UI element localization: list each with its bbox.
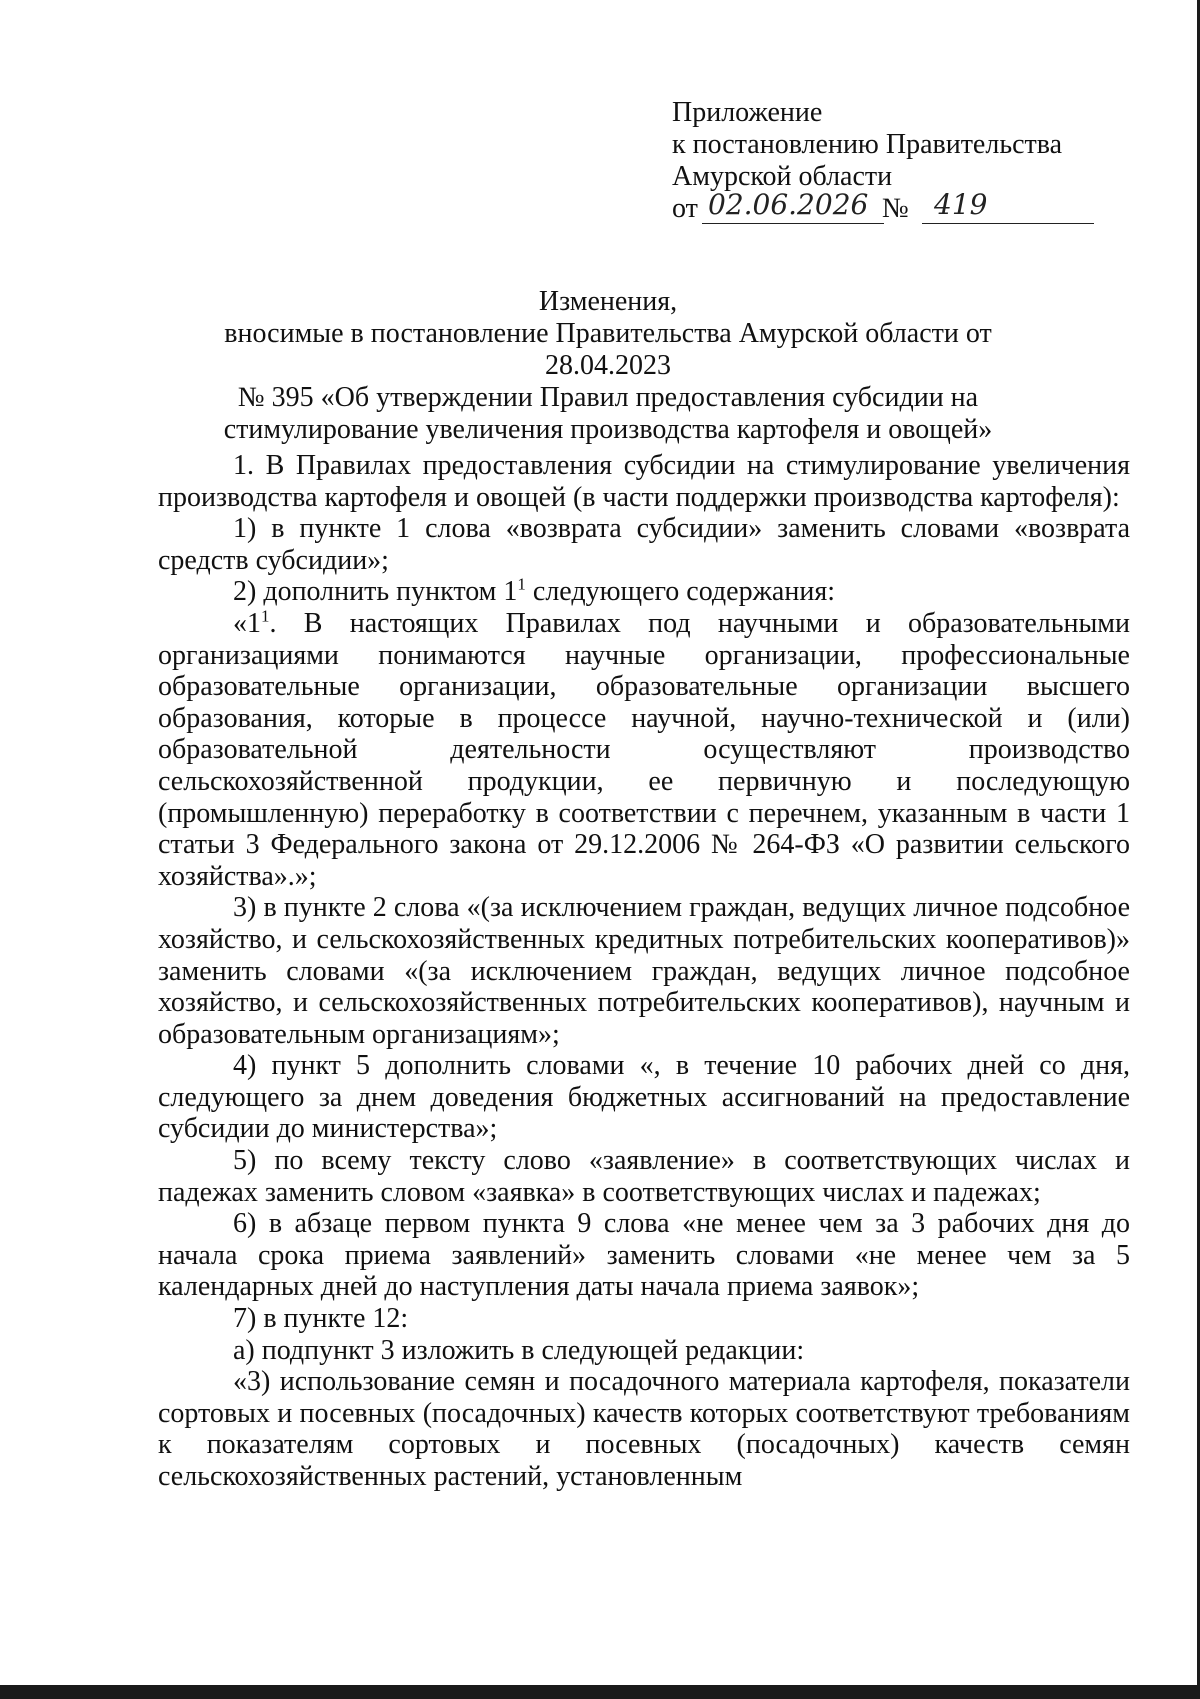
- appendix-dateline: [672, 188, 1102, 233]
- appendix-line-2: к постановлению Правительства: [672, 129, 1063, 160]
- number-prefix: №: [882, 193, 909, 224]
- paragraph-10: а) подпункт 3 изложить в следующей редакции:: [233, 1334, 805, 1366]
- document-title: [158, 286, 1058, 446]
- paragraph-4-text-a: «1: [233, 607, 261, 639]
- handwritten-number: 419: [922, 187, 1094, 224]
- paragraph-3-text-b: следующего содержания:: [525, 576, 835, 608]
- title-line-2: вносимые в постановление Правительства Амурской области от 28.04.2023: [224, 318, 992, 381]
- paragraph-6: 4) пункт 5 дополнить словами «, в течение 10 рабочих дней со дня, следующего за днем доведения бюджетных ассигнований на предоставление субсидии до министерства»;: [158, 1050, 1130, 1145]
- paragraph-5: 3) в пункте 2 слова «(за исключением граждан, ведущих личное подсобное хозяйство, и сельскохозяйственных кредитных потребительских кооперативов)» заменить словами «(за исключением граждан, ведущих личное подсобное хозяйство, и сельскохозяйственных потребительских кооперативов), научным и образовательным организациям»;: [158, 892, 1130, 1050]
- paragraph-7: 5) по всему тексту слово «заявление» в соответствующих числах и падежах заменить словом «заявка» в соответствующих числах и падежах;: [158, 1145, 1130, 1208]
- paragraph-4-text-b: . В настоящих Правилах под научными и образовательными организациями понимаются научные организации, профессиональные образовательные организации, образовательные организации высшего образования, которые в процессе научной, научно-технической и (или) образовательной деятельности осуществляют производство сельскохозяйственной продукции, ее первичную и последующую (промышленную) переработку в соответствии с перечнем, указанным в части 1 статьи 3 Федерального закона от 29.12.2006 № 264-ФЗ «О развитии сельского хозяйства».»;: [158, 607, 1130, 892]
- document-body: [158, 450, 1130, 1493]
- paragraph-4: [158, 608, 1130, 892]
- paragraph-4-superscript: 1: [261, 606, 270, 626]
- paragraph-3-text-a: 2) дополнить пунктом 1: [233, 576, 518, 608]
- date-prefix: от: [672, 193, 698, 224]
- appendix-line-1: Приложение: [672, 97, 823, 128]
- title-line-3: № 395 «Об утверждении Правил предоставления субсидии на: [237, 382, 979, 413]
- title-line-1: Изменения,: [538, 286, 678, 317]
- handwritten-date: 02.06.2026: [702, 187, 884, 224]
- paragraph-11: «3) использование семян и посадочного материала картофеля, показатели сортовых и посевных (посадочных) качеств которых соответствуют требованиям к показателям сортовых и посевных (посадочных) качеств семян сельскохозяйственных растений, установленным: [158, 1366, 1130, 1492]
- paragraph-1: 1. В Правилах предоставления субсидии на стимулирование увеличения производства картофеля и овощей (в части поддержки производства картофеля):: [158, 450, 1130, 513]
- paragraph-2: 1) в пункте 1 слова «возврата субсидии» заменить словами «возврата средств субсидии»;: [158, 513, 1130, 576]
- scan-edge-bottom: [0, 1685, 1200, 1699]
- title-line-4: стимулирование увеличения производства картофеля и овощей»: [223, 414, 993, 445]
- appendix-line-3: Амурской области: [672, 161, 893, 192]
- paragraph-8: 6) в абзаце первом пункта 9 слова «не менее чем за 3 рабочих дня до начала срока приема заявлений» заменить словами «не менее чем за 5 календарных дней до наступления даты начала приема заявок»;: [158, 1208, 1130, 1303]
- paragraph-9: 7) в пункте 12:: [233, 1303, 409, 1335]
- paragraph-3: [158, 576, 1130, 608]
- appendix-header: [672, 97, 1102, 233]
- paragraph-3-superscript: 1: [517, 575, 526, 595]
